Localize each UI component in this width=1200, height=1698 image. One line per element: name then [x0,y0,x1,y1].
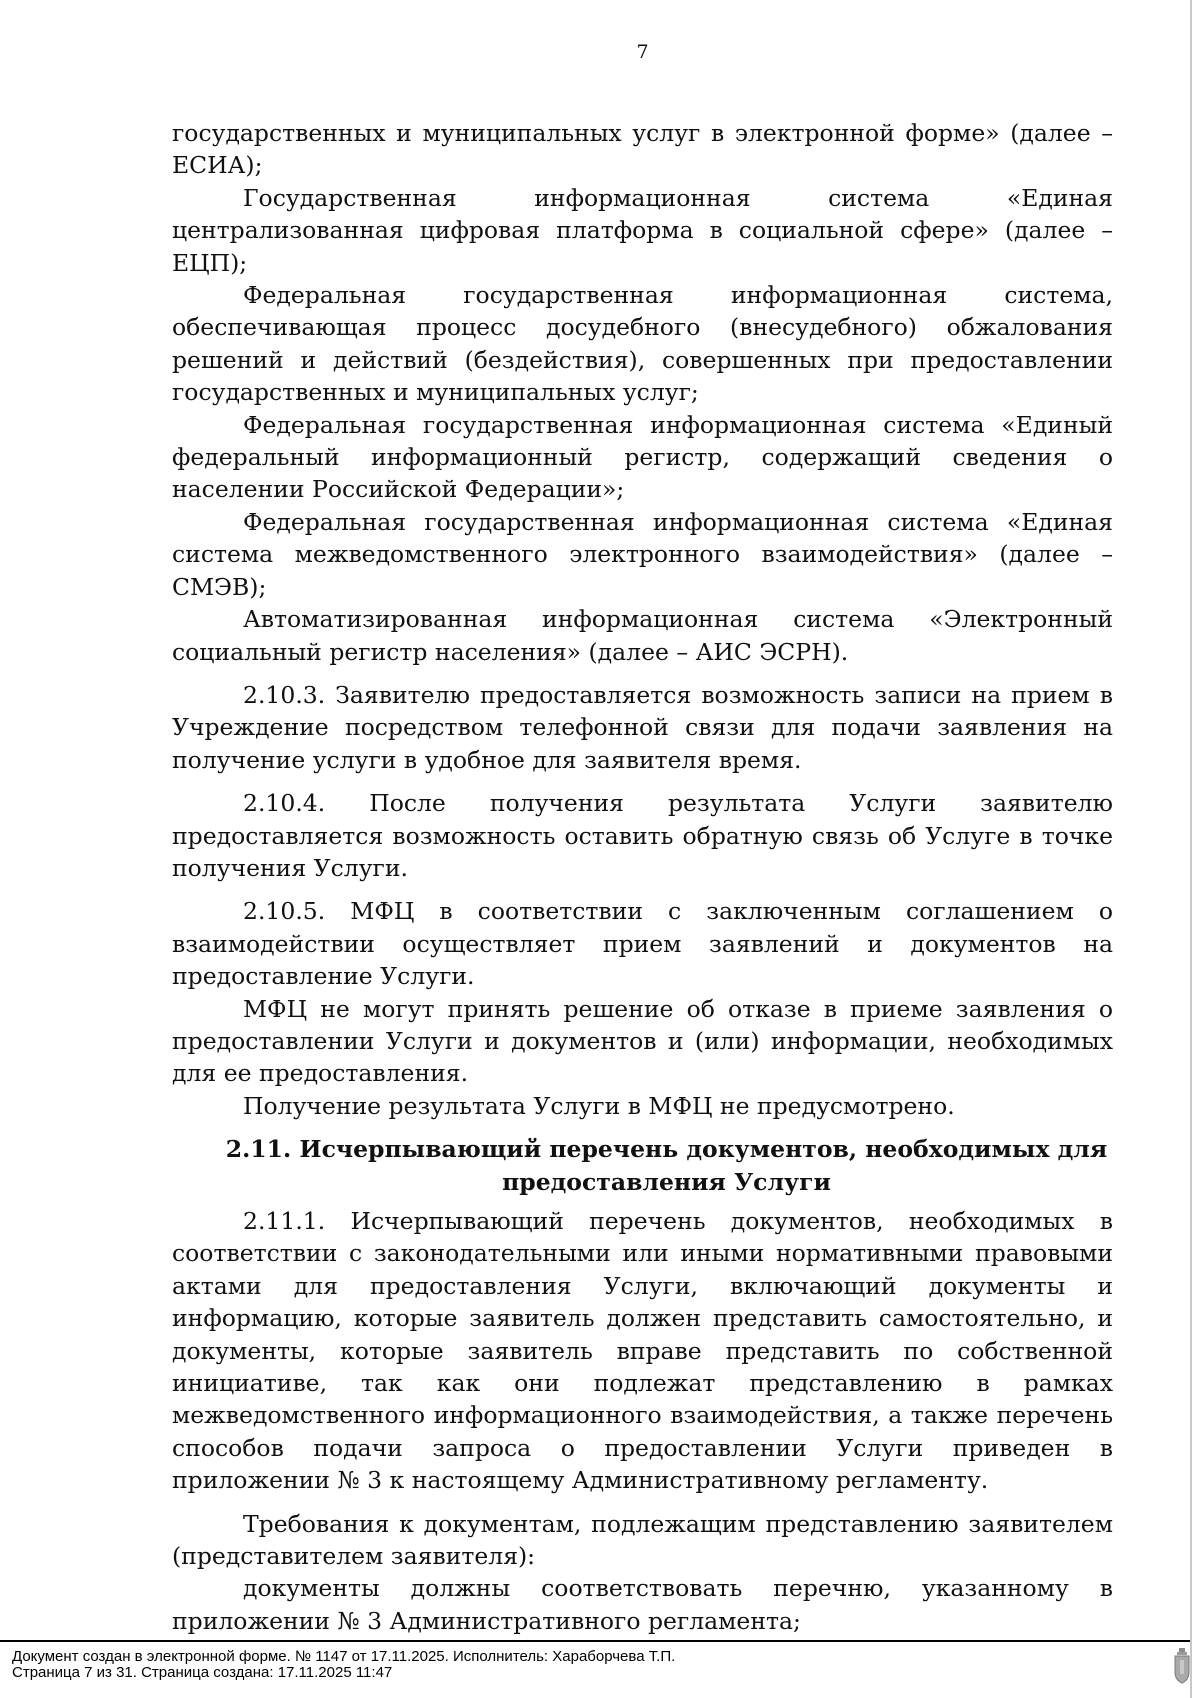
section-heading-line-1: 2.11. Исчерпывающий перечень документов, необходимых для [225,1135,1108,1164]
document-body [172,117,1113,1637]
footer-document-info: Документ создан в электронной форме. № 1147 от 17.11.2025. Исполнитель: Хараборчева Т.П. [12,1648,676,1665]
paragraph-documents-list: документы должны соответствовать перечню, указанному в приложении № 3 Административного регламента; [172,1574,1113,1635]
clause-2-10-4: 2.10.4. После получения результата Услуги заявителю предоставляется возможность оставить обратную связь об Услуге в точке получения Услуги. [172,789,1113,882]
paragraph-population-register: Федеральная государственная информационная система «Единый федеральный информационный регистр, содержащий сведения о населении Российской Федерации»; [172,410,1113,504]
paragraph-document-requirements: Требования к документам, подлежащим представлению заявителем (представителем заявителя): [172,1509,1113,1571]
footer-divider [0,1640,1190,1642]
paragraph-mfc-refusal: МФЦ не могут принять решение об отказе в приеме заявления о предоставлении Услуги и документов и (или) информации, необходимых для ее предоставления. [172,994,1113,1088]
paragraph-ais-esrn: Автоматизированная информационная система «Электронный социальный регистр населения» (далее – АИС ЭСРН). [172,605,1113,666]
page-right-border [1190,0,1192,1698]
clause-2-10-3: 2.10.3. Заявителю предоставляется возможность записи на прием в Учреждение посредством телефонной связи для подачи заявления на получение услуги в удобное для заявителя время. [172,680,1113,774]
coat-of-arms-icon [1172,1646,1192,1686]
paragraph-mfc-result: Получение результата Услуги в МФЦ не предусмотрено. [243,1091,955,1120]
page-number: 7 [636,41,649,63]
clause-2-10-5: 2.10.5. МФЦ в соответствии с заключенным соглашением о взаимодействии осуществляет прием заявлений и документов на предоставление Услуги. [172,897,1113,991]
section-heading-2-11 [172,1133,1113,1198]
clause-2-11-1: 2.11.1. Исчерпывающий перечень документов, необходимых в соответствии с законодательными или иными нормативными правовыми актами для предоставления Услуги, включающий документы и информацию, которые заявитель должен представить самостоятельно, и документы, которые заявитель вправе представить по собственной инициативе, так как они подлежат представлению в рамках межведомственного информационного взаимодействия, а также перечень способов подачи запроса о предоставлении Услуги приведен в приложении № 3 к настоящему Административному регламенту. [172,1207,1113,1495]
paragraph-appeal-system: Федеральная государственная информационная система, обеспечивающая процесс досудебного (внесудебного) обжалования решений и действий (бездействия), совершенных при предоставлении государственных и муниципальных услуг; [172,281,1113,407]
paragraph-esia: государственных и муниципальных услуг в электронной форме» (далее – ЕСИА); [172,119,1113,180]
footer [12,1649,675,1681]
paragraph-ecp: Государственная информационная система «Единая централизованная цифровая платформа в социальной сфере» (далее – ЕЦП); [172,183,1113,277]
paragraph-smev: Федеральная государственная информационная система «Единая система межведомственного электронного взаимодействия» (далее – СМЭВ); [172,507,1113,601]
footer-page-info: Страница 7 из 31. Страница создана: 17.11.2025 11:47 [12,1664,393,1681]
section-heading-line-2: предоставления Услуги [502,1167,831,1196]
